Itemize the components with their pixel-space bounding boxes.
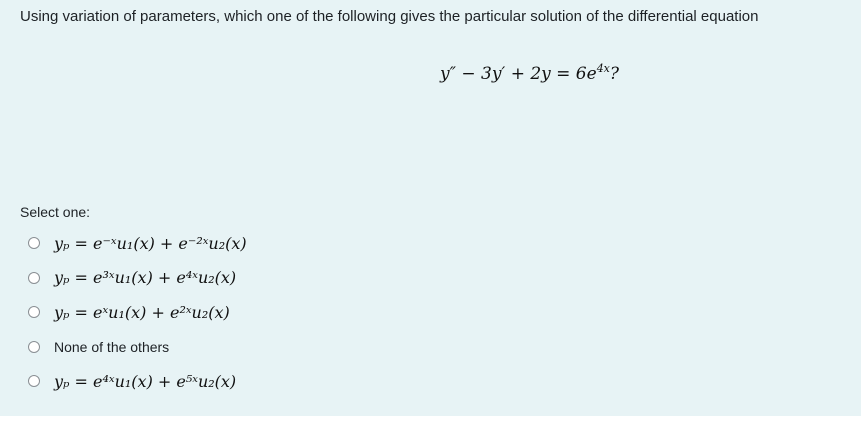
equation-end: ?: [609, 64, 620, 84]
option-label: yₚ = eˣu₁(x) + e²ˣu₂(x): [54, 302, 230, 322]
radio-button[interactable]: [28, 375, 40, 387]
select-one-label: Select one:: [20, 204, 91, 220]
answer-options: [28, 226, 528, 399]
equation-main: y″ − 3y′ + 2y = 6e: [440, 64, 597, 84]
radio-button[interactable]: [28, 237, 40, 249]
radio-button[interactable]: [28, 341, 40, 353]
radio-button[interactable]: [28, 306, 40, 318]
question-text: Using variation of parameters, which one of the following gives the particular solution of the differential equation: [20, 8, 759, 25]
answer-option-1[interactable]: [28, 226, 528, 261]
answer-option-4[interactable]: [28, 330, 528, 365]
option-label: yₚ = e⁴ˣu₁(x) + e⁵ˣu₂(x): [54, 371, 237, 391]
option-label: yₚ = e⁻ˣu₁(x) + e⁻²ˣu₂(x): [54, 233, 247, 253]
option-label: None of the others: [54, 338, 170, 355]
answer-option-5[interactable]: [28, 364, 528, 399]
answer-option-2[interactable]: [28, 261, 528, 296]
radio-button[interactable]: [28, 272, 40, 284]
equation-exponent: 4x: [596, 62, 610, 75]
differential-equation: [440, 64, 619, 84]
answer-option-3[interactable]: [28, 295, 528, 330]
option-label: yₚ = e³ˣu₁(x) + e⁴ˣu₂(x): [54, 268, 237, 288]
